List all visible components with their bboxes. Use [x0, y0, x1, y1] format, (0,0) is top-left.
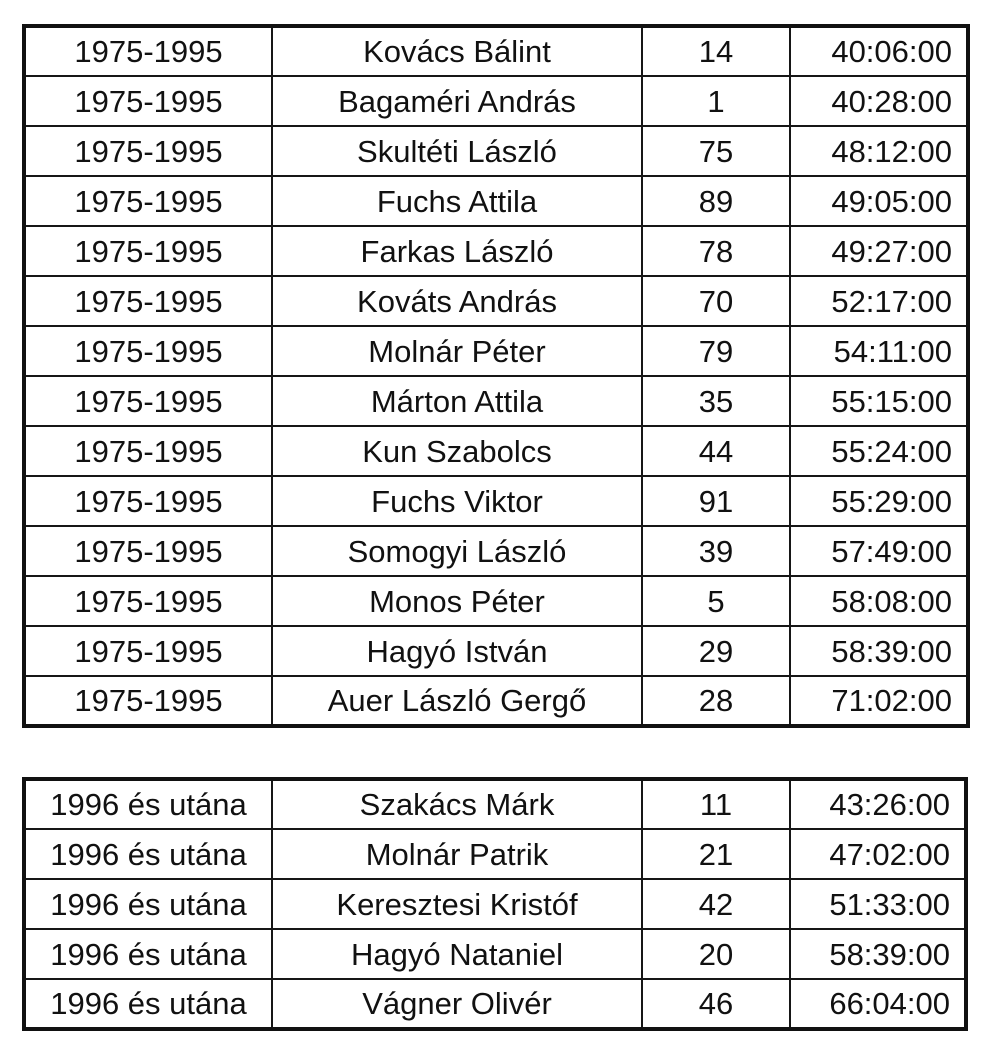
results-table-body — [24, 779, 966, 1029]
bib-number-cell: 14 — [642, 26, 790, 76]
finish-time-cell: 47:02:00 — [790, 829, 966, 879]
bib-number-cell: 44 — [642, 426, 790, 476]
category-cell: 1975-1995 — [24, 626, 272, 676]
finish-time-cell: 55:15:00 — [790, 376, 968, 426]
bib-number-cell: 78 — [642, 226, 790, 276]
runner-name-cell: Hagyó István — [272, 626, 642, 676]
category-cell: 1975-1995 — [24, 426, 272, 476]
category-cell: 1975-1995 — [24, 226, 272, 276]
bib-number-cell: 75 — [642, 126, 790, 176]
runner-name-cell: Bagaméri András — [272, 76, 642, 126]
finish-time-cell: 58:39:00 — [790, 626, 968, 676]
table-row — [24, 26, 968, 76]
finish-time-cell: 40:28:00 — [790, 76, 968, 126]
category-cell: 1996 és utána — [24, 979, 272, 1029]
runner-name-cell: Kun Szabolcs — [272, 426, 642, 476]
category-cell: 1975-1995 — [24, 326, 272, 376]
finish-time-cell: 55:29:00 — [790, 476, 968, 526]
bib-number-cell: 79 — [642, 326, 790, 376]
finish-time-cell: 55:24:00 — [790, 426, 968, 476]
results-table-body — [24, 26, 968, 726]
finish-time-cell: 57:49:00 — [790, 526, 968, 576]
table-row — [24, 526, 968, 576]
table-row — [24, 126, 968, 176]
category-cell: 1996 és utána — [24, 879, 272, 929]
table-row — [24, 576, 968, 626]
bib-number-cell: 28 — [642, 676, 790, 726]
bib-number-cell: 46 — [642, 979, 790, 1029]
table-row — [24, 929, 966, 979]
finish-time-cell: 48:12:00 — [790, 126, 968, 176]
runner-name-cell: Fuchs Attila — [272, 176, 642, 226]
runner-name-cell: Monos Péter — [272, 576, 642, 626]
runner-name-cell: Molnár Patrik — [272, 829, 642, 879]
category-cell: 1975-1995 — [24, 526, 272, 576]
category-cell: 1975-1995 — [24, 76, 272, 126]
runner-name-cell: Vágner Olivér — [272, 979, 642, 1029]
category-cell: 1996 és utána — [24, 829, 272, 879]
finish-time-cell: 58:08:00 — [790, 576, 968, 626]
runner-name-cell: Kováts András — [272, 276, 642, 326]
results-table-1996-and-after — [22, 777, 968, 1031]
category-cell: 1975-1995 — [24, 176, 272, 226]
table-row — [24, 76, 968, 126]
category-cell: 1975-1995 — [24, 276, 272, 326]
finish-time-cell: 71:02:00 — [790, 676, 968, 726]
runner-name-cell: Márton Attila — [272, 376, 642, 426]
category-cell: 1975-1995 — [24, 376, 272, 426]
bib-number-cell: 11 — [642, 779, 790, 829]
table-row — [24, 676, 968, 726]
bib-number-cell: 39 — [642, 526, 790, 576]
runner-name-cell: Kovács Bálint — [272, 26, 642, 76]
bib-number-cell: 5 — [642, 576, 790, 626]
runner-name-cell: Fuchs Viktor — [272, 476, 642, 526]
runner-name-cell: Auer László Gergő — [272, 676, 642, 726]
bib-number-cell: 35 — [642, 376, 790, 426]
table-row — [24, 276, 968, 326]
runner-name-cell: Skultéti László — [272, 126, 642, 176]
finish-time-cell: 51:33:00 — [790, 879, 966, 929]
bib-number-cell: 1 — [642, 76, 790, 126]
table-row — [24, 626, 968, 676]
finish-time-cell: 43:26:00 — [790, 779, 966, 829]
table-row — [24, 176, 968, 226]
results-table-1975-1995 — [22, 24, 970, 728]
category-cell: 1996 és utána — [24, 929, 272, 979]
category-cell: 1975-1995 — [24, 676, 272, 726]
runner-name-cell: Szakács Márk — [272, 779, 642, 829]
table-row — [24, 476, 968, 526]
runner-name-cell: Hagyó Nataniel — [272, 929, 642, 979]
table-row — [24, 979, 966, 1029]
table-row — [24, 226, 968, 276]
category-cell: 1975-1995 — [24, 126, 272, 176]
table-row — [24, 426, 968, 476]
finish-time-cell: 54:11:00 — [790, 326, 968, 376]
table-row — [24, 879, 966, 929]
table-row — [24, 376, 968, 426]
bib-number-cell: 70 — [642, 276, 790, 326]
category-cell: 1975-1995 — [24, 26, 272, 76]
bib-number-cell: 89 — [642, 176, 790, 226]
table-row — [24, 779, 966, 829]
finish-time-cell: 58:39:00 — [790, 929, 966, 979]
bib-number-cell: 42 — [642, 879, 790, 929]
category-cell: 1975-1995 — [24, 576, 272, 626]
runner-name-cell: Somogyi László — [272, 526, 642, 576]
category-cell: 1996 és utána — [24, 779, 272, 829]
bib-number-cell: 29 — [642, 626, 790, 676]
category-cell: 1975-1995 — [24, 476, 272, 526]
finish-time-cell: 49:05:00 — [790, 176, 968, 226]
finish-time-cell: 52:17:00 — [790, 276, 968, 326]
finish-time-cell: 40:06:00 — [790, 26, 968, 76]
finish-time-cell: 49:27:00 — [790, 226, 968, 276]
bib-number-cell: 21 — [642, 829, 790, 879]
runner-name-cell: Keresztesi Kristóf — [272, 879, 642, 929]
runner-name-cell: Farkas László — [272, 226, 642, 276]
finish-time-cell: 66:04:00 — [790, 979, 966, 1029]
table-row — [24, 829, 966, 879]
table-row — [24, 326, 968, 376]
runner-name-cell: Molnár Péter — [272, 326, 642, 376]
bib-number-cell: 91 — [642, 476, 790, 526]
bib-number-cell: 20 — [642, 929, 790, 979]
